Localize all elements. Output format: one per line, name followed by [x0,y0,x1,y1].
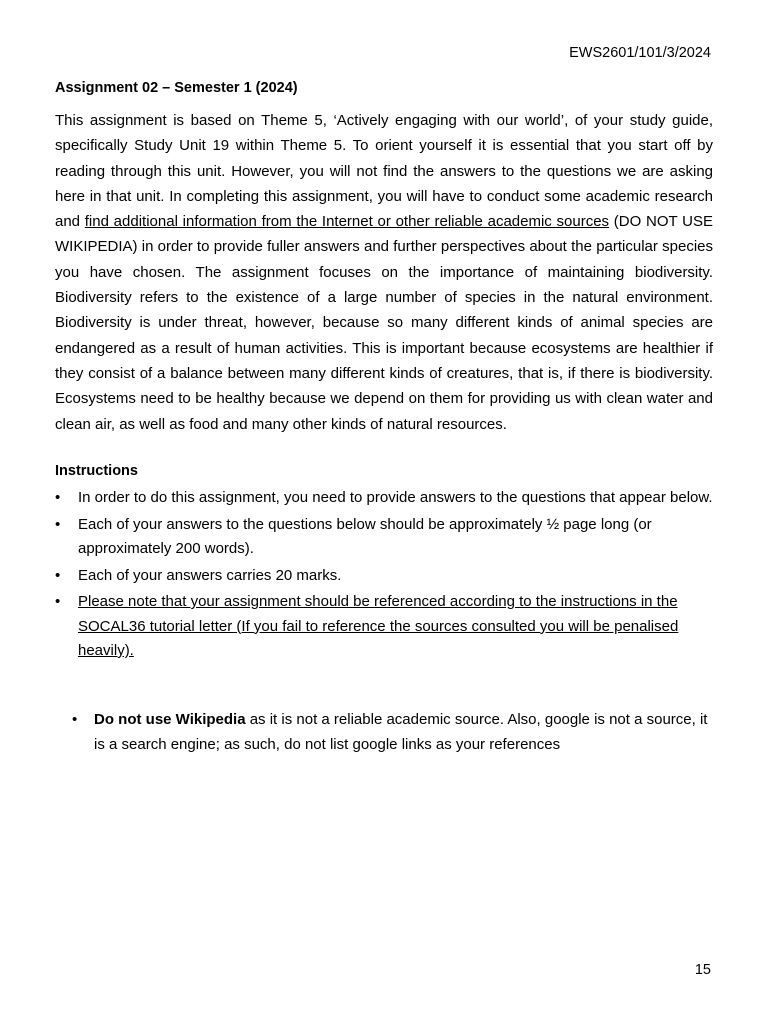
document-code: EWS2601/101/3/2024 [569,45,711,61]
instructions-list [55,486,715,666]
list-item [55,590,715,664]
bullet-icon: • [55,566,61,584]
list-item [55,486,715,511]
intro-paragraph [55,108,713,437]
wikipedia-note-text: as it is not a reliable academic source. Also, google is not a source, it is a search engine; as such, do not list google links as your references [94,711,708,753]
intro-text-part1: This assignment is based on Theme 5, ‘Actively engaging with our world’, of your study guide, specifically Study Unit 19 within Theme 5. To orient yourself it is essential that you start off by reading through this unit. However, you will not find the answers to the questions we are asking here in that unit. In completing this assignment, you will have to conduct some academic research and [55,112,713,231]
intro-underlined-text: find additional information from the Internet or other reliable academic sources [84,213,610,231]
intro-text-part2: (DO NOT USE WIKIPEDIA) in order to provide fuller answers and further perspectives about the particular species you have chosen. The assignment focuses on the importance of maintaining biodiversity. Biodiversity refers to the existence of a large number of species in the natural environment. Biodiversity is under threat, however, because so many different kinds of animal species are endangered as a result of human activities. This is important because ecosystems are healthier if they consist of a balance between many different kinds of creatures, that is, if there is biodiversity. Ecosystems need to be healthy because we depend on them for providing us with clean water and clean air, as well as food and many other kinds of natural resources. [55,213,713,433]
instruction-text: In order to do this assignment, you need to provide answers to the questions that appear below. [78,489,713,506]
instruction-text: Each of your answers carries 20 marks. [78,566,342,584]
page-number: 15 [694,962,711,978]
bullet-icon: • [55,515,61,533]
list-item [55,564,715,589]
wikipedia-note-list [72,708,722,757]
bullet-icon: • [55,593,61,610]
referencing-instruction-text: Please note that your assignment should be referenced according to the instructions in the SOCAL36 tutorial letter (If you fail to reference the sources consulted you will be penalised heavily). [78,593,679,659]
list-item [55,513,715,562]
instruction-text: Each of your answers to the questions below should be approximately ½ page long (or approximately 200 words). [78,515,652,557]
bullet-icon: • [55,489,61,506]
instructions-heading: Instructions [55,463,138,479]
wikipedia-note-bold: Do not use Wikipedia [94,711,246,728]
list-item [72,708,722,757]
wikipedia-note [94,711,707,753]
assignment-title: Assignment 02 – Semester 1 (2024) [55,80,298,96]
bullet-icon: • [72,711,78,728]
